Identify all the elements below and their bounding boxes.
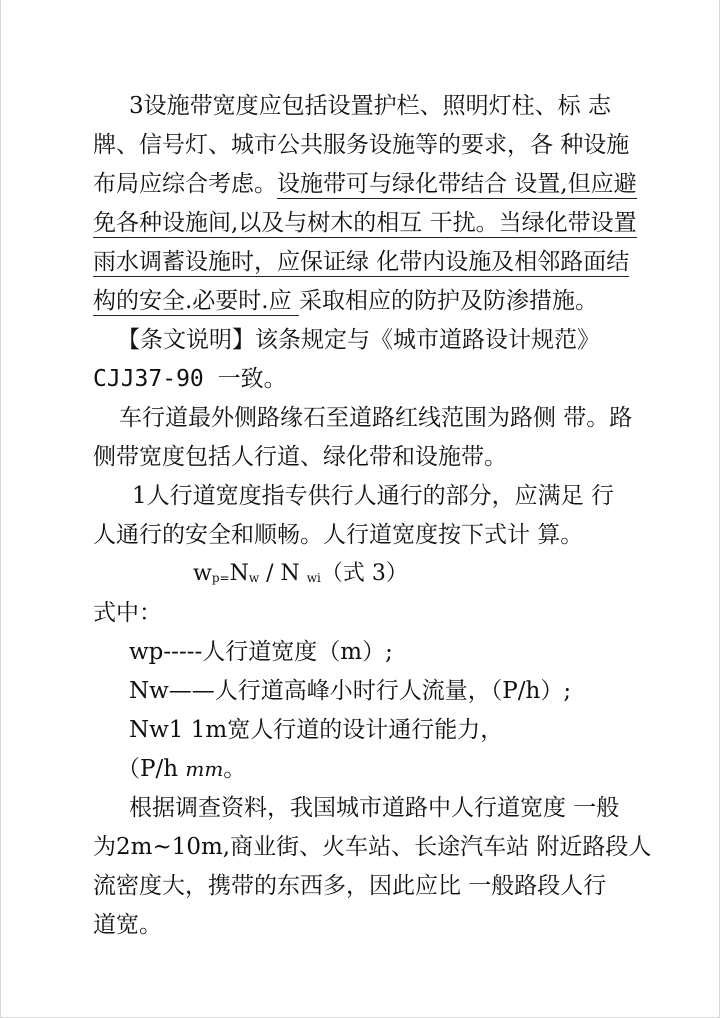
survey-paragraph-line-1: 根据调查资料，我国城市道路中人行道宽度 一般 [129, 795, 620, 821]
definition-nw1: Nw1 1m宽人行道的设计通行能力， [129, 717, 504, 743]
sidewalk-paragraph-line-2: 人通行的安全和顺畅。人行道宽度按下式计 算。 [93, 522, 584, 548]
formula-w: w [193, 561, 212, 586]
paragraph-facility-line-4 [93, 209, 637, 237]
text-segment: 采取相应的防护及防渗措施。 [298, 288, 598, 314]
underlined-text: 设施带可与绿化带结合 设置,但应避 [277, 171, 637, 197]
survey-paragraph-line-4: 道宽。 [93, 912, 162, 938]
formula-w-subscript: p [211, 571, 220, 585]
sidewalk-paragraph-line-1: 1人行道宽度指专供行人通行的部分，应满足 行 [132, 483, 614, 509]
formula-divisor: / N [266, 561, 300, 586]
unit-italic: mm [185, 757, 224, 781]
formula-divisor-subscript: wi [306, 571, 321, 585]
roadside-paragraph-line-2: 侧带宽度包括人行道、绿化带和设施带。 [93, 444, 507, 470]
clause-note-line-1: 【条文说明】该条规定与《城市道路设计规范》 [117, 327, 600, 353]
survey-paragraph-line-2: 为2m~10m,商业街、火车站、长途汽车站 附近路段人 [93, 834, 652, 860]
clause-note-line-2: CJJ37-90 一致。 [93, 366, 287, 392]
definitions-heading: 式中： [93, 600, 162, 626]
paragraph-facility-line-1: 3设施带宽度应包括设置护栏、照明灯柱、标 志 [129, 93, 611, 119]
formula-n-subscript: w [248, 571, 260, 585]
formula-equals: = [219, 571, 230, 585]
formula-n: N [229, 561, 249, 586]
formula-3 [193, 560, 408, 592]
underlined-text: 免各种设施间,以及与树木的相互 干扰。当绿化带设置 [93, 210, 637, 236]
unit-text: （P/h [117, 756, 186, 782]
definition-nw: Nw——人行道高峰小时行人流量，（P/h）; [129, 678, 572, 704]
underlined-text: 雨水调蓄设施时，应保证绿 化带内设施及相邻路面结 [93, 249, 630, 275]
paragraph-facility-line-3 [93, 170, 637, 198]
paragraph-facility-line-5 [93, 248, 629, 276]
roadside-paragraph-line-1: 车行道最外侧路缘石至道路红线范围为路侧 带。路 [119, 405, 633, 431]
text-segment: 布局应综合考虑。 [93, 171, 277, 197]
survey-paragraph-line-3: 流密度大，携带的东西多，因此应比 一般路段人行 [93, 873, 607, 899]
definition-unit [117, 755, 246, 783]
paragraph-facility-line-6 [93, 287, 598, 315]
definition-wp: wp-----人行道宽度（m）; [129, 639, 393, 665]
paragraph-facility-line-2: 牌、信号灯、城市公共服务设施等的要求，各 种设施 [93, 132, 630, 158]
underlined-text: 构的安全.必要时.应 [93, 288, 299, 314]
formula-label: （式 3） [320, 561, 408, 586]
unit-period: 。 [223, 756, 247, 782]
